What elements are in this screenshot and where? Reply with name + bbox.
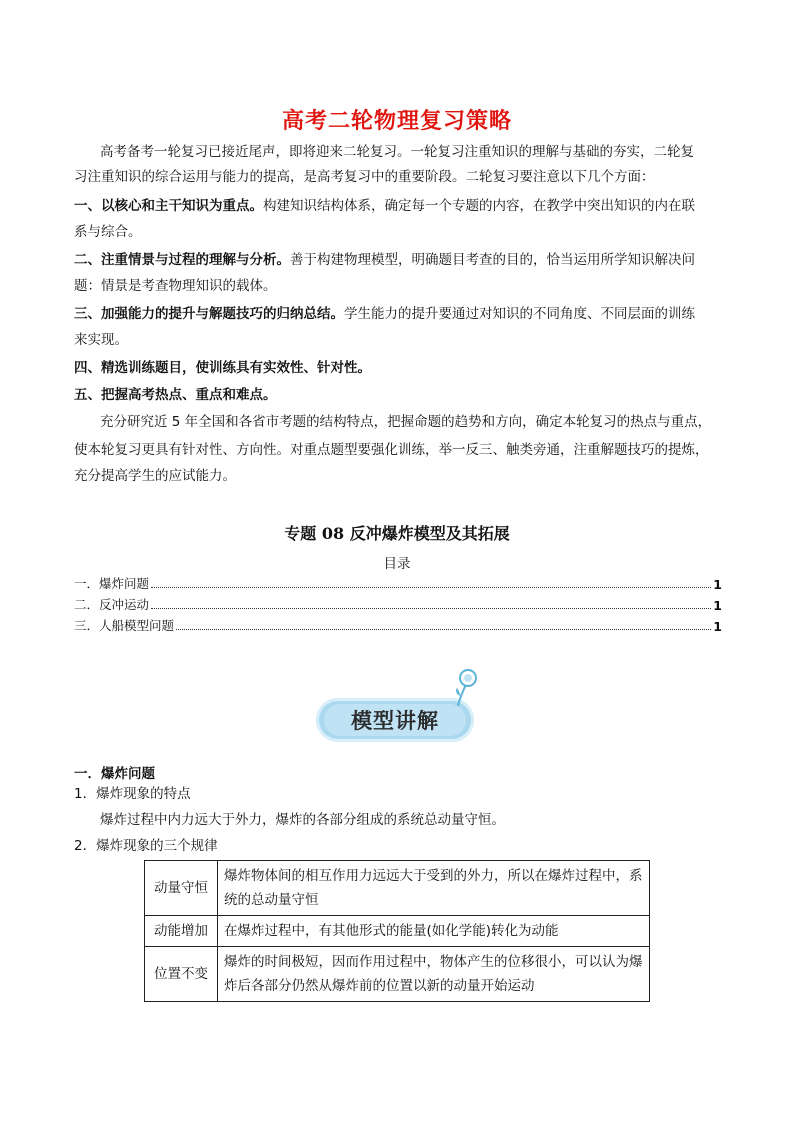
toc-item[interactable]	[74, 574, 722, 592]
rule-description: 爆炸的时间极短，因而作用过程中，物体产生的位移很小，可以认为爆炸后各部分仍然从爆炸前的位置以新的动量开始运动	[218, 947, 650, 1002]
point-1-line2: 系与综合。	[74, 224, 142, 240]
closing-paragraph-line: 充分研究近 5 年全国和各省市考题的结构特点，把握命题的趋势和方向，确定本轮复习的热点与重点，	[100, 414, 712, 430]
point-4: 四、精选训练题目，使训练具有实效性、针对性。	[74, 360, 371, 376]
rule-name: 动能增加	[145, 916, 218, 947]
toc-item-label: 一．爆炸问题	[74, 576, 150, 591]
point-5: 五、把握高考热点、重点和难点。	[74, 387, 277, 403]
rule-description: 爆炸物体间的相互作用力远远大于受到的外力，所以在爆炸过程中，系统的总动量守恒	[218, 861, 650, 916]
toc-item-label: 二．反冲运动	[74, 597, 150, 612]
rule-name: 位置不变	[145, 947, 218, 1002]
point-1	[74, 196, 730, 216]
table-row	[145, 947, 650, 1002]
table-row	[145, 861, 650, 916]
subsection-heading: 1．爆炸现象的特点	[74, 786, 191, 802]
toc-item-label: 三．人船模型问题	[74, 618, 175, 633]
intro-paragraph-line: 高考备考一轮复习已接近尾声，即将迎来二轮复习。一轮复习注重知识的理解与基础的夯实，二轮复	[100, 144, 694, 160]
point-2-heading: 二、注重情景与过程的理解与分析。	[74, 252, 290, 268]
toc-item[interactable]	[74, 616, 722, 634]
subsection-heading: 2．爆炸现象的三个规律	[74, 838, 218, 854]
page-title: 高考二轮物理复习策略	[281, 109, 512, 134]
topic-title: 专题 08 反冲爆炸模型及其拓展	[284, 524, 510, 543]
point-3-line2: 来实现。	[74, 332, 128, 348]
toc-item[interactable]	[74, 595, 722, 613]
point-3-heading: 三、加强能力的提升与解题技巧的归纳总结。	[74, 306, 344, 322]
point-3-text: 学生能力的提升要通过对知识的不同角度、不同层面的训练	[344, 306, 695, 322]
point-2	[74, 250, 730, 270]
point-2-text: 善于构建物理模型，明确题目考查的目的，恰当运用所学知识解决问	[290, 252, 695, 268]
toc-item-page: 1	[713, 598, 722, 613]
rule-name: 动量守恒	[145, 861, 218, 916]
toc-leader-dots	[151, 608, 711, 609]
toc-item-page: 1	[713, 577, 722, 592]
toc-leader-dots	[151, 587, 711, 588]
section-banner	[316, 668, 478, 748]
toc-leader-dots	[176, 629, 711, 630]
point-1-heading: 一、以核心和主干知识为重点。	[74, 198, 263, 214]
banner-label: 模型讲解	[324, 704, 466, 736]
point-1-text: 构建知识结构体系，确定每一个专题的内容，在教学中突出知识的内在联	[263, 198, 695, 214]
rules-table	[144, 860, 650, 1002]
section-heading: 一．爆炸问题	[74, 766, 155, 782]
toc-item-page: 1	[713, 619, 722, 634]
closing-paragraph-line: 充分提高学生的应试能力。	[74, 468, 236, 484]
flower-icon	[450, 668, 480, 708]
toc-title: 目录	[383, 556, 411, 572]
subsection-text: 爆炸过程中内力远大于外力，爆炸的各部分组成的系统总动量守恒。	[100, 812, 505, 828]
point-2-line2: 题：情景是考查物理知识的载体。	[74, 278, 277, 294]
rule-description: 在爆炸过程中，有其他形式的能量(如化学能)转化为动能	[218, 916, 650, 947]
table-row	[145, 916, 650, 947]
intro-paragraph-line: 习注重知识的综合运用与能力的提高，是高考复习中的重要阶段。二轮复习要注意以下几个方面：	[74, 169, 655, 185]
closing-paragraph-line: 使本轮复习更具有针对性、方向性。对重点题型要强化训练，举一反三、触类旁通，注重解题技巧的提炼，	[74, 442, 709, 458]
point-3	[74, 304, 730, 324]
